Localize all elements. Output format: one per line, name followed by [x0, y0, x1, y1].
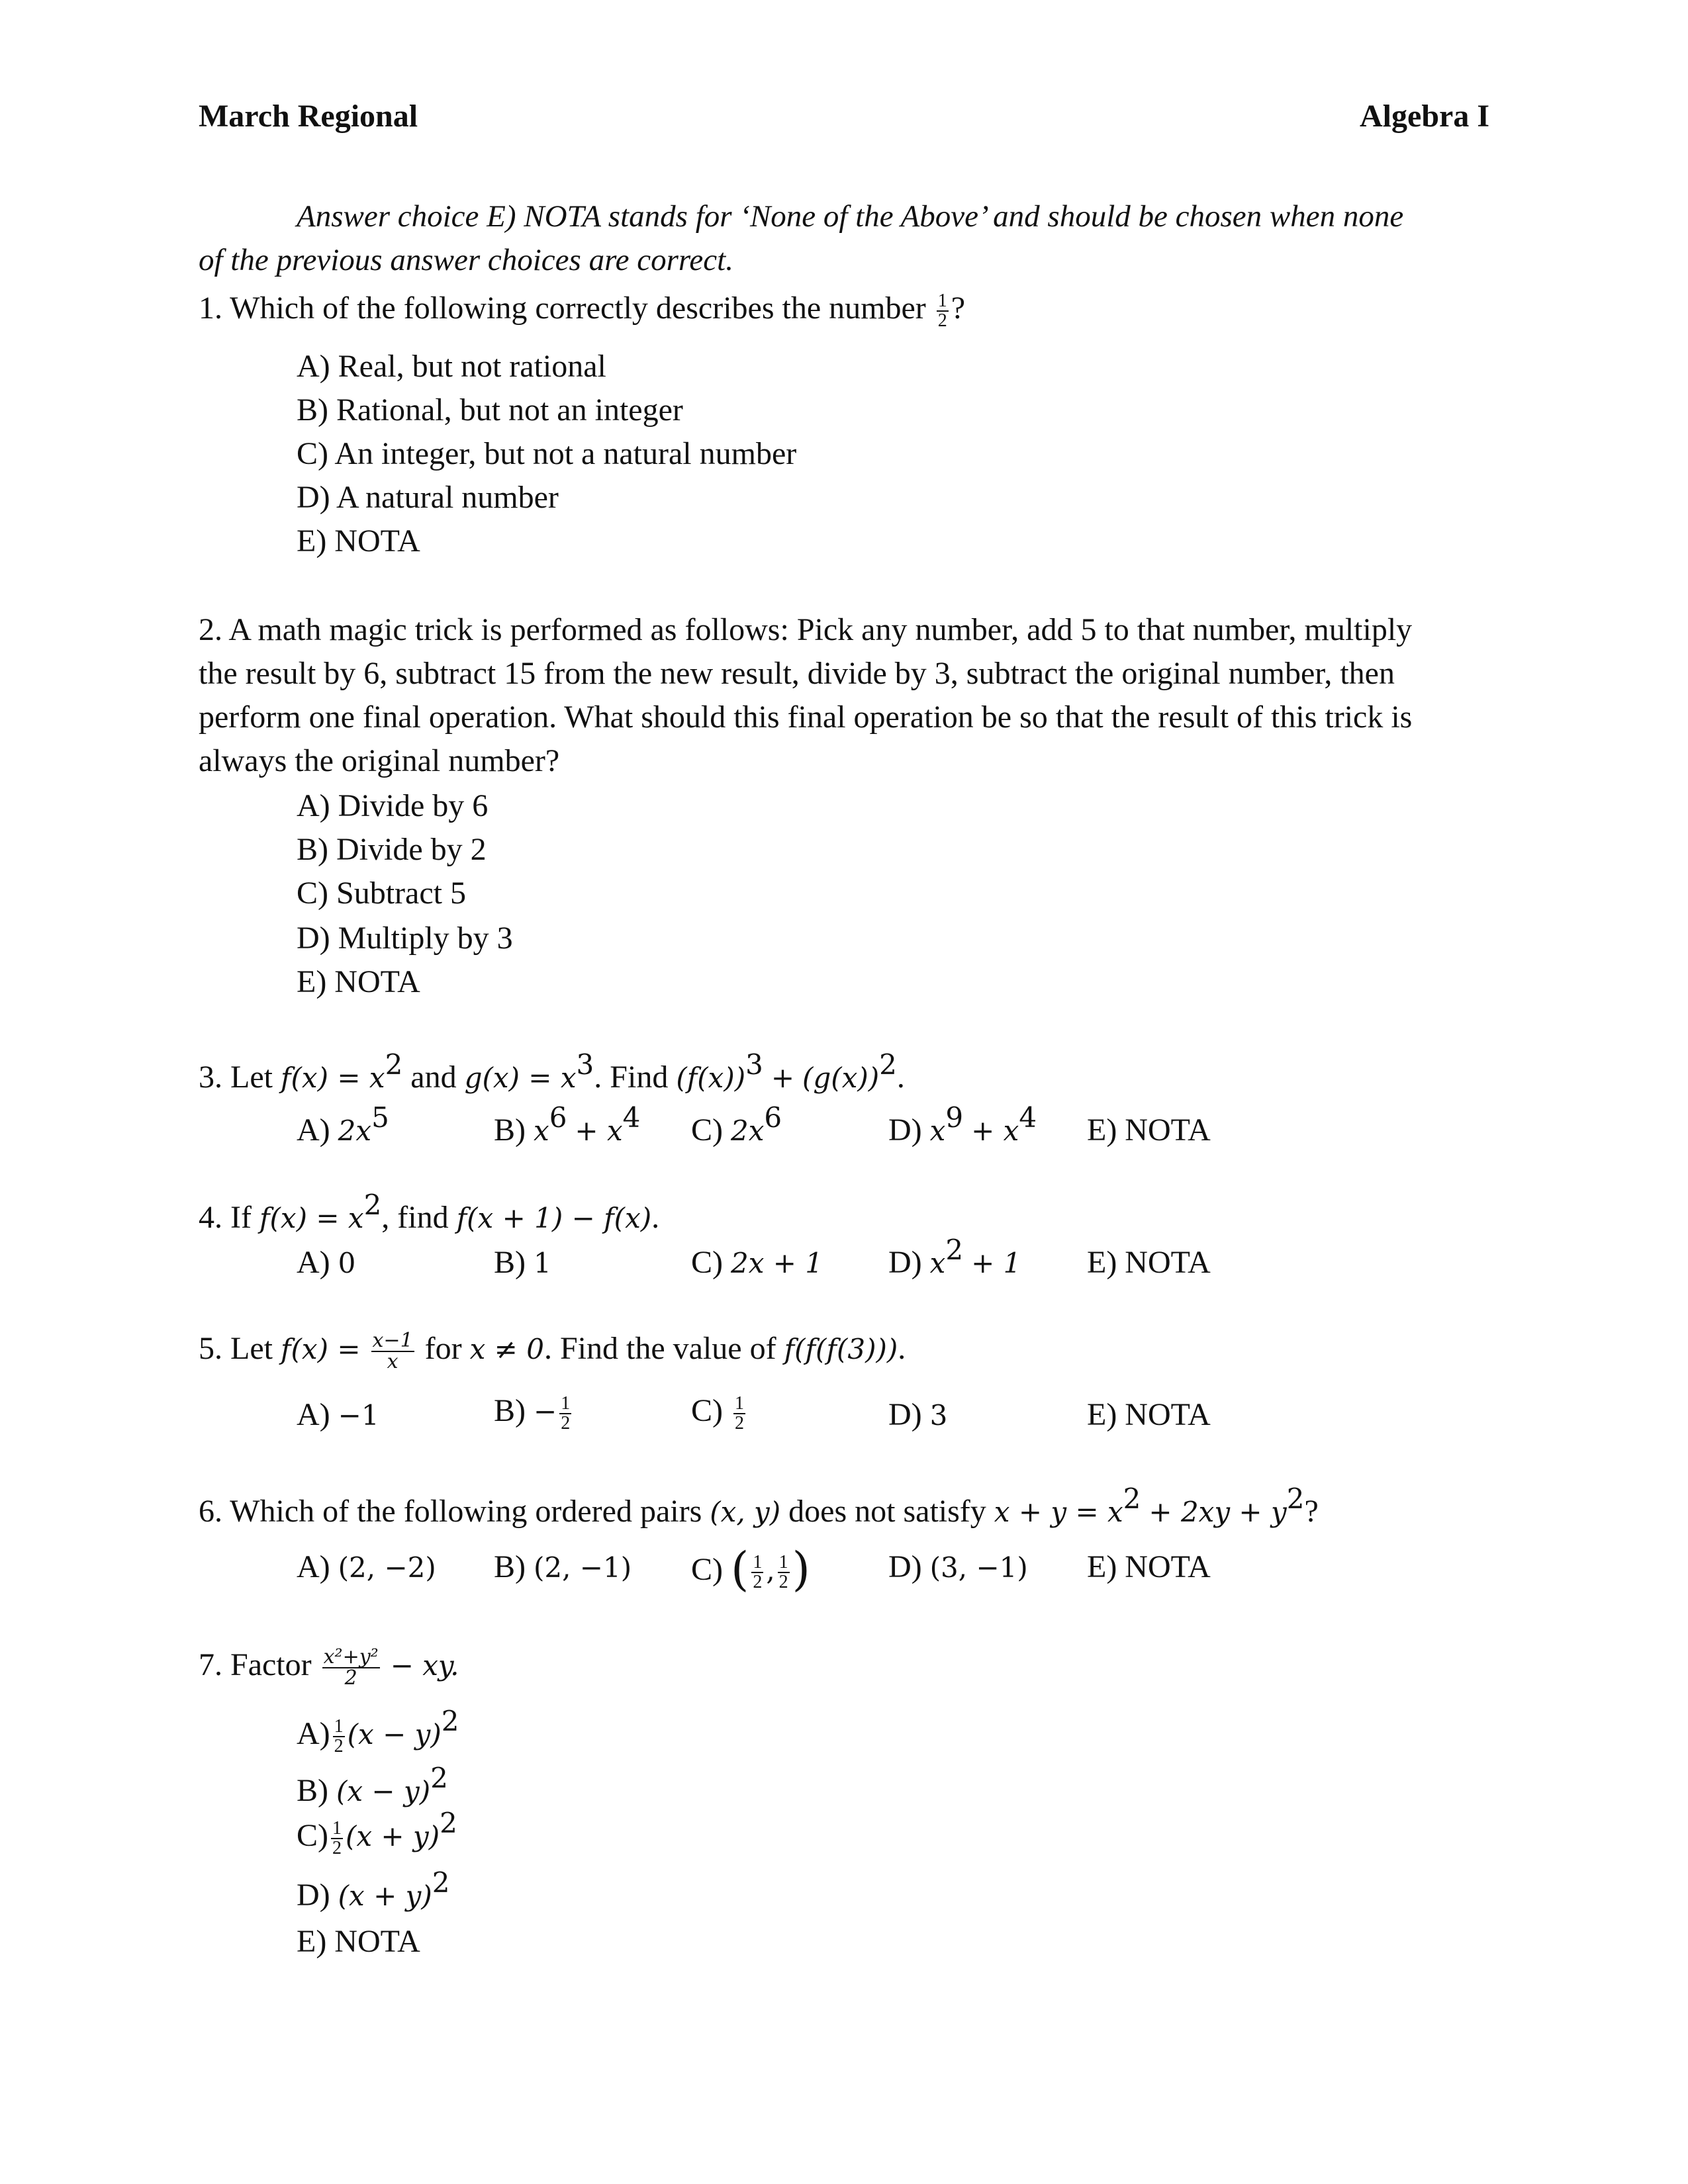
q7-stem: 7. Factor $\frac{\text{x²+y²}}{2}$ − xy.	[199, 1645, 459, 1690]
q7-choice-d: D) $(x + y)^2$	[297, 1866, 450, 1913]
q2-choice-b: B) Divide by 2	[297, 832, 487, 867]
q3-choice-b: B) $x^6 + x^4$	[494, 1101, 641, 1148]
q1-choice-a: A) Real, but not rational	[297, 349, 606, 384]
q5-choice-a: A) −1	[297, 1397, 379, 1432]
header-left: March Regional	[199, 99, 418, 134]
q5-choice-c: C) $\frac{1}{2}$	[691, 1392, 744, 1433]
q2-line-4: always the original number?	[199, 743, 560, 778]
q6-choice-d: D) (3, −1)	[888, 1549, 1028, 1584]
q2-choice-e: E) NOTA	[297, 964, 420, 999]
q4-choice-d: D) $x^2 + 1$	[888, 1234, 1021, 1280]
q7-fraction: $\frac{\text{x²+y²}}{2}$	[323, 1645, 379, 1690]
q7-choice-c: C) $\frac{1}{2}$ $(x + y)^2$	[297, 1807, 457, 1858]
q4-choice-e: E) NOTA	[1087, 1245, 1211, 1280]
q3-choice-a: A) $2x^5$	[297, 1101, 389, 1148]
q2-line-2: the result by 6, subtract 15 from the new result, divide by 3, subtract the original number, then	[199, 656, 1395, 691]
q1-choice-d: D) A natural number	[297, 480, 559, 515]
q2-choice-c: C) Subtract 5	[297, 876, 466, 911]
q1-stem: 1. Which of the following correctly describes the number $\frac{1}{2}$ ?	[199, 290, 966, 331]
intro-line-2: of the previous answer choices are correct.	[199, 243, 733, 277]
q3-stem: 3. Let $f(x) = x^2$ and $g(x) = x^3$. Find $(f(x))^3 + (g(x))^2$.	[199, 1048, 905, 1095]
q4-choice-c: C) 2x + 1	[691, 1245, 823, 1280]
q4-choice-b: B) 1	[494, 1245, 551, 1280]
q2-choice-d: D) Multiply by 3	[297, 921, 513, 956]
q2-line-3: perform one final operation. What should this final operation be so that the result of this trick is	[199, 700, 1413, 735]
q5-choice-e: E) NOTA	[1087, 1397, 1211, 1432]
q6-stem: 6. Which of the following ordered pairs (x, y) does not satisfy $x + y = x^2 + 2xy + y^2$?	[199, 1482, 1319, 1529]
q1-fraction: $\frac{1}{2}$	[937, 290, 947, 331]
q6-choice-a: A) (2, −2)	[297, 1549, 436, 1584]
q1-choice-c: C) An integer, but not a natural number	[297, 436, 797, 471]
q1-choice-b: B) Rational, but not an integer	[297, 392, 683, 428]
q5-fraction: $\frac{x-1}{x}$	[372, 1328, 413, 1373]
intro-line-1: Answer choice E) NOTA stands for ‘None of the Above’ and should be chosen when none	[297, 199, 1404, 234]
q6-choice-c: C) ( $\frac{1}{2}$ , $\frac{1}{2}$ )	[691, 1542, 810, 1596]
q3-choice-c: C) $2x^6$	[691, 1101, 782, 1148]
q7-choice-a: A) $\frac{1}{2}$ $(x - y)^2$	[297, 1705, 459, 1756]
q1-choice-e: E) NOTA	[297, 523, 420, 559]
q6-choice-b: B) (2, −1)	[494, 1549, 632, 1584]
header-right: Algebra I	[1360, 99, 1489, 134]
q5-choice-b: B) − $\frac{1}{2}$	[494, 1392, 571, 1433]
q3-choice-e: E) NOTA	[1087, 1113, 1211, 1148]
q4-choice-a: A) 0	[297, 1245, 356, 1280]
q7-choice-e: E) NOTA	[297, 1924, 420, 1959]
q4-stem: 4. If $f(x) = x^2$, find f(x + 1) − f(x).	[199, 1189, 660, 1235]
q5-choice-d: D) 3	[888, 1397, 948, 1432]
q7-choice-b: B) $(x - y)^2$	[297, 1762, 448, 1808]
q2-line-1: 2. A math magic trick is performed as follows: Pick any number, add 5 to that number, multiply	[199, 612, 1413, 647]
q2-choice-a: A) Divide by 6	[297, 788, 489, 823]
q3-choice-d: D) $x^9 + x^4$	[888, 1101, 1037, 1148]
q6-choice-e: E) NOTA	[1087, 1549, 1211, 1584]
q5-stem: 5. Let f(x) = $\frac{x-1}{x}$ for x ≠ 0. Find the value of f(f(f(3))).	[199, 1328, 906, 1373]
